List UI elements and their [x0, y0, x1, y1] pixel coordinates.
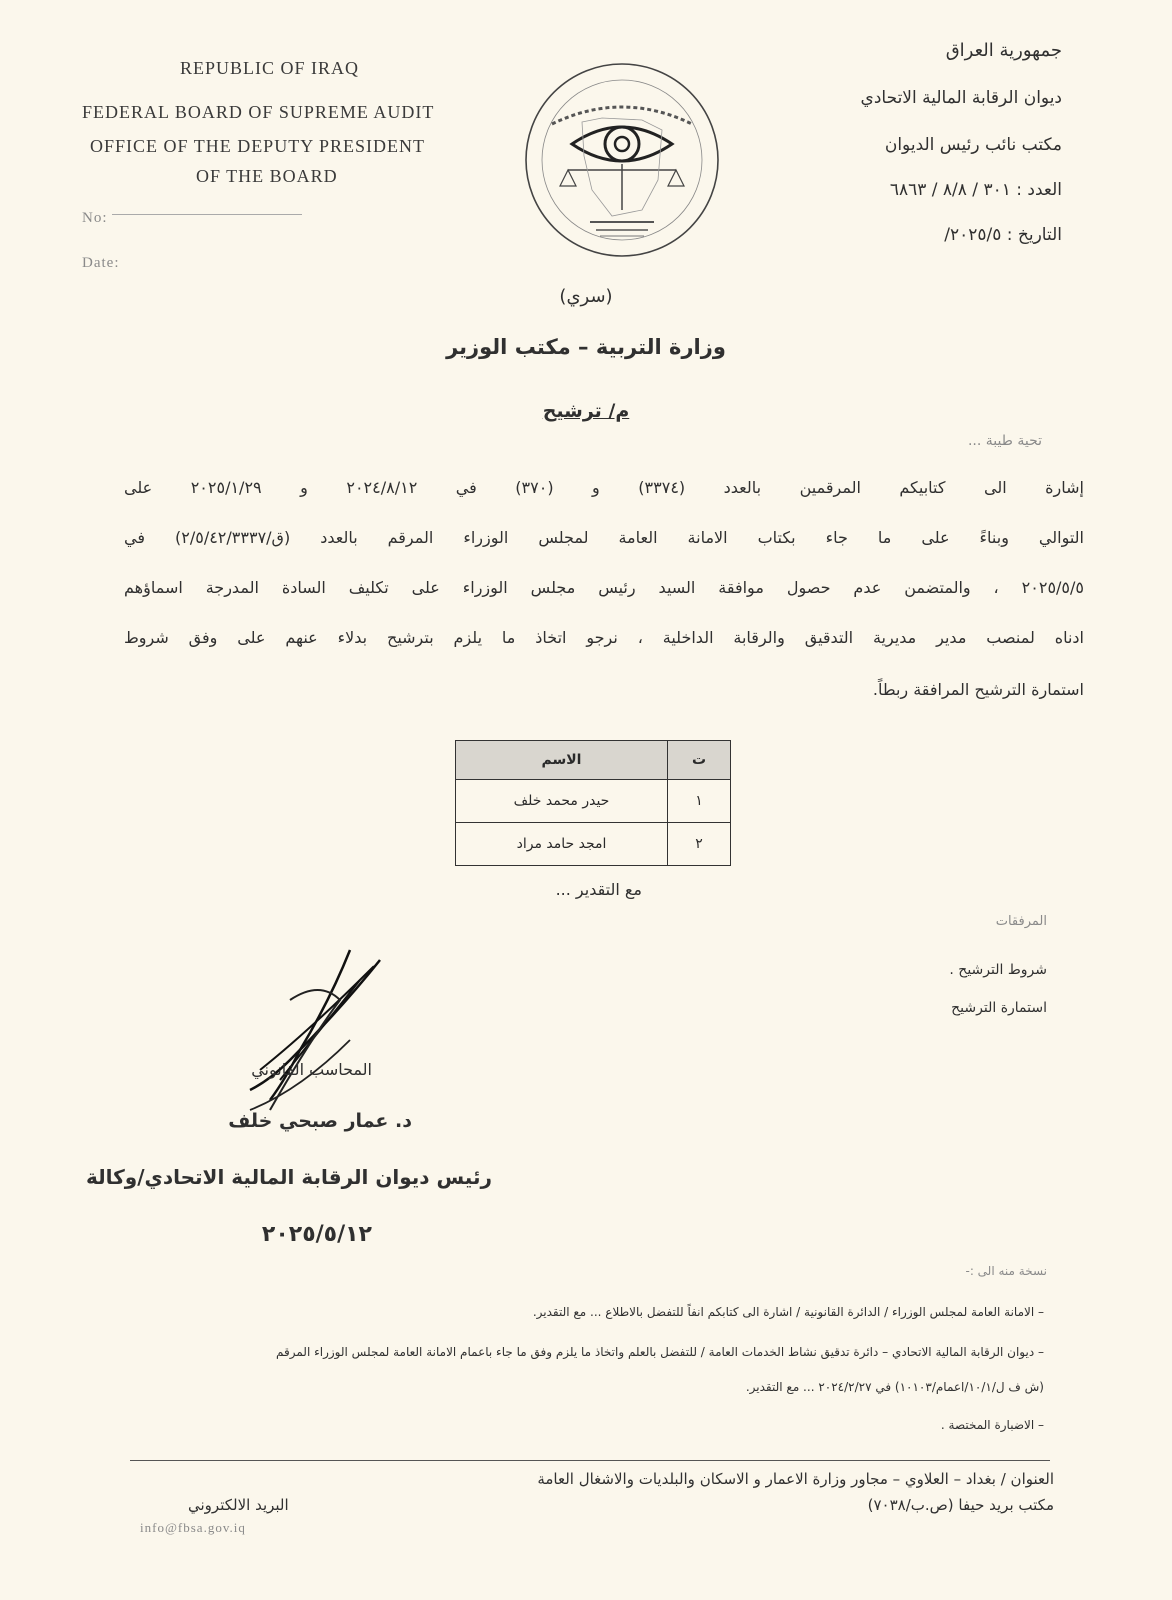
- regards: مع التقدير ...: [555, 880, 642, 899]
- header-ar-office: مكتب نائب رئيس الديوان: [884, 135, 1062, 155]
- header-en-office-cont: OF THE BOARD: [196, 166, 338, 186]
- greeting: تحية طيبة ...: [967, 433, 1042, 449]
- footer-email: info@fbsa.gov.iq: [140, 1520, 246, 1535]
- subject: م/ ترشيح: [542, 400, 630, 422]
- body-line: إشارة الى كتابيكم المرقمين بالعدد (٣٣٧٤) و (٣٧٠) في ٢٠٢٤/٨/١٢ و ٢٠٢٥/١/٢٩ على: [124, 478, 1084, 497]
- attachment-item: شروط الترشيح .: [949, 962, 1047, 978]
- board-seal-emblem: [522, 60, 722, 260]
- copy-recipient: – الامانة العامة لمجلس الوزراء / الدائرة القانونية / اشارة الى كتابكم انفاً للتفضل بالاطلاع ... مع التقدير.: [532, 1305, 1044, 1319]
- header-en-no-label: No:: [82, 210, 108, 226]
- table-header-name: الاسم: [456, 741, 668, 780]
- table-cell-no: ١: [668, 780, 731, 823]
- body-line: ادناه لمنصب مدير مديرية التدقيق والرقابة الداخلية ، نرجو اتخاذ ما يلزم بترشيح بدلاء عنهم على وفق شروط: [124, 628, 1084, 647]
- body-line: استمارة الترشيح المرافقة ربطاً.: [872, 680, 1084, 699]
- table-header-row: [456, 741, 731, 780]
- classification-label: (سري): [559, 286, 613, 307]
- signatory-position: رئيس ديوان الرقابة المالية الاتحادي/وكالة: [86, 1165, 492, 1189]
- signature-date: ٢٠٢٥/٥/١٢: [261, 1222, 372, 1247]
- footer-po-box: مكتب بريد حيفا (ص.ب/٧٠٣٨): [867, 1496, 1054, 1514]
- header-ar-number: العدد : ٣٠١ / ٨/٨ / ٦٨٦٣: [889, 180, 1062, 200]
- recipient: وزارة التربية – مكتب الوزير: [446, 335, 726, 359]
- table-cell-no: ٢: [668, 823, 731, 866]
- header-en-date-label: Date:: [82, 255, 120, 271]
- header-en-office: OFFICE OF THE DEPUTY PRESIDENT: [90, 136, 426, 156]
- header-en-board: FEDERAL BOARD OF SUPREME AUDIT: [82, 102, 435, 122]
- table-cell-name: امجد حامد مراد: [456, 823, 668, 866]
- table-cell-name: حيدر محمد خلف: [456, 780, 668, 823]
- footer-email-label: البريد الالكتروني: [188, 1496, 289, 1514]
- signatory-title: المحاسب القانوني: [251, 1060, 372, 1079]
- footer-divider: [130, 1460, 1050, 1461]
- table-row: [456, 780, 731, 823]
- header-ar-country: جمهورية العراق: [945, 40, 1062, 61]
- copy-recipient-cont: (ش ف ل/١٠/١/اعمام/١٠١٠٣) في ٢٠٢٤/٢/٢٧ ... مع التقدير.: [745, 1380, 1044, 1394]
- header-ar-board: ديوان الرقابة المالية الاتحادي: [860, 88, 1062, 108]
- attachments-title: المرفقات: [995, 914, 1047, 929]
- header-ar-date: التاريخ : ٢٠٢٥/٥/: [944, 225, 1062, 245]
- body-line: التوالي وبناءً على ما جاء بكتاب الامانة العامة لمجلس الوزراء المرقم بالعدد (ق/٢/٥/٤٢/٣٣٣٧) في: [124, 528, 1085, 547]
- table-header-no: ت: [668, 741, 731, 780]
- copies-title: نسخة منه الى :-: [965, 1264, 1047, 1278]
- no-underline: [112, 214, 302, 215]
- table-row: [456, 823, 731, 866]
- footer-address: العنوان / بغداد – العلاوي – مجاور وزارة الاعمار و الاسكان والبلديات والاشغال العامة: [537, 1470, 1054, 1488]
- signatory-name: د. عمار صبحي خلف: [228, 1110, 412, 1132]
- handwritten-signature: [230, 940, 400, 1120]
- copy-recipient: – ديوان الرقابة المالية الاتحادي – دائرة تدقيق نشاط الخدمات العامة / للتفضل بالعلم واتخاذ ما يلزم وفق ما جاء باعمام الامانة العامة لمجلس الوزراء المرقم: [276, 1345, 1044, 1359]
- attachment-item: استمارة الترشيح: [951, 1000, 1047, 1016]
- header-en-country: REPUBLIC OF IRAQ: [180, 58, 360, 78]
- copy-recipient: – الاضبارة المختصة .: [940, 1418, 1044, 1432]
- body-line: ٢٠٢٥/٥/٥ ، والمتضمن عدم حصول موافقة السيد رئيس مجلس الوزراء على تكليف السادة المدرجة اسماؤهم: [124, 578, 1084, 597]
- nominees-table: [455, 740, 731, 866]
